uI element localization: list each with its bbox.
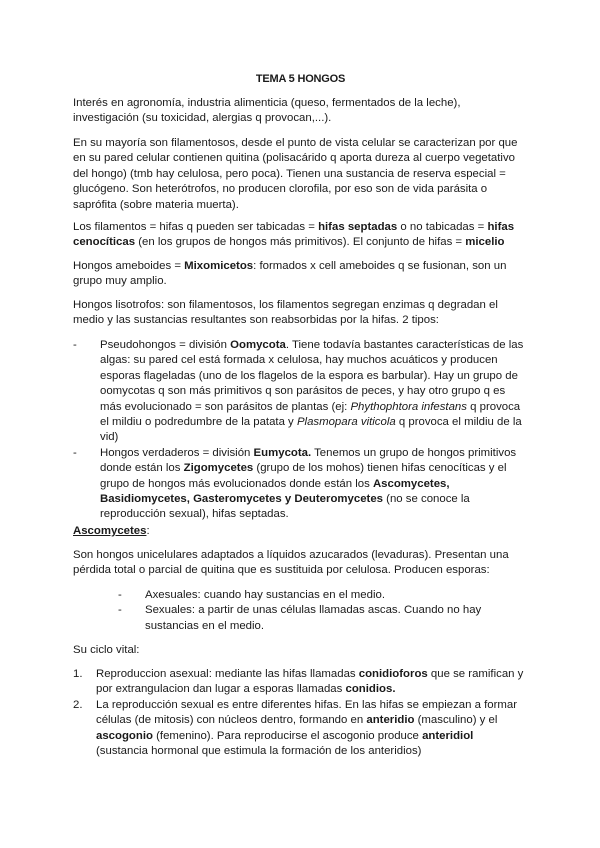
number-marker: 1. (73, 668, 83, 680)
number-marker: 2. (73, 698, 83, 711)
list-item-pseudohongos: - Pseudohongos = división Oomycota. Tiene todavía bastantes características de las algas: su pared cel está formada x celulosa, hay muchos acuáticos y producen esporas flageladas (uno de los flagelos de la espora es barbular). Hay un grupo de oomycotas q son más primitivos q son parásitos de peces, y hay otro grupo q es más evolucionado = son parásitos de plantas (ej: Phythophtora infestans q provoca el mildiu o podredumbre de la patata y Plasmopara viticola q provoca el mildiu de la vid) (73, 339, 524, 444)
dash-marker: - (73, 339, 77, 351)
numbered-list (73, 667, 528, 759)
dash-list (73, 338, 528, 523)
list-item-reproduccion-asexual: 1. Reproduccion asexual: mediante las hifas llamadas conidioforos que se ramifican y por extrangulacion dan lugar a esporas llamadas conidios. (73, 668, 524, 696)
paragraph-filaments: Los filamentos = hifas q pueden ser tabicadas = hifas septadas o no tabicadas = hifas cenocíticas (en los grupos de hongos más primitivos). El conjunto de hifas = micelio (73, 221, 515, 249)
paragraph-general: En su mayoría son filamentosos, desde el punto de vista celular se caracterizan por que en su pared celular contienen quitina (polisacárido q aporta dureza al cuerpo vegetativo del hongo) (tmb hay celulosa, pero poca). Tienen una sustancia de reserva especial = glucógeno. Son heterótrofos, no producen clorofila, por eso son de vida parásita o saprófita (sobre materia muerta). (73, 137, 518, 211)
dash-marker: - (73, 446, 77, 459)
paragraph-ascomycetes: Son hongos unicelulares adaptados a líquidos azucarados (levaduras). Presentan una pérdida total o parcial de quitina que es sustituida por celulosa. Producen esporas: (73, 549, 509, 577)
paragraph-ameboid: Hongos ameboides = Mixomicetos: formados x cell ameboides q se fusionan, son un grupo muy amplio. (73, 260, 507, 288)
spore-list (118, 588, 528, 634)
list-item-hongos-verdaderos: - Hongos verdaderos = división Eumycota. Tenemos un grupo de hongos primitivos donde están los Zigomycetes (grupo de los mohos) tienen hifas cenocíticas y el grupo de hongos más evolucionados donde están los Ascomycetes, Basidiomycetes, Gasteromycetes y Deuteromycetes (no se conoce la reproducción sexual), hifas septadas. (73, 446, 517, 521)
document-title: TEMA 5 HONGOS (255, 73, 346, 85)
dash-marker: - (118, 589, 122, 601)
list-item-axesuales: - Axesuales: cuando hay sustancias en el medio. (145, 588, 528, 603)
dash-marker: - (118, 604, 122, 617)
paragraph-ciclo: Su ciclo vital: (73, 644, 140, 656)
paragraph-intro: Interés en agronomía, industria alimenticia (queso, fermentados de la leche), investigación (su toxicidad, alergias q provocan,...). (73, 97, 461, 125)
list-item-sexuales: - Sexuales: a partir de unas células llamadas ascas. Cuando no hay sustancias en el medio. (118, 604, 482, 632)
heading-ascomycetes: Ascomycetes: (73, 525, 150, 537)
list-item-reproduccion-sexual: 2. La reproducción sexual es entre diferentes hifas. En las hifas se empiezan a formar células (de mitosis) con núcleos dentro, formando en anteridio (masculino) y el ascogonio (femenino). Para reproducirse el ascogonio produce anteridiol (sustancia hormonal que estimula la formación de los anteridios) (73, 698, 518, 758)
paragraph-lisotrofos: Hongos lisotrofos: son filamentosos, los filamentos segregan enzimas q degradan el medio y las sustancias resultantes son reabsorbidas por la hifas. 2 tipos: (73, 299, 498, 327)
